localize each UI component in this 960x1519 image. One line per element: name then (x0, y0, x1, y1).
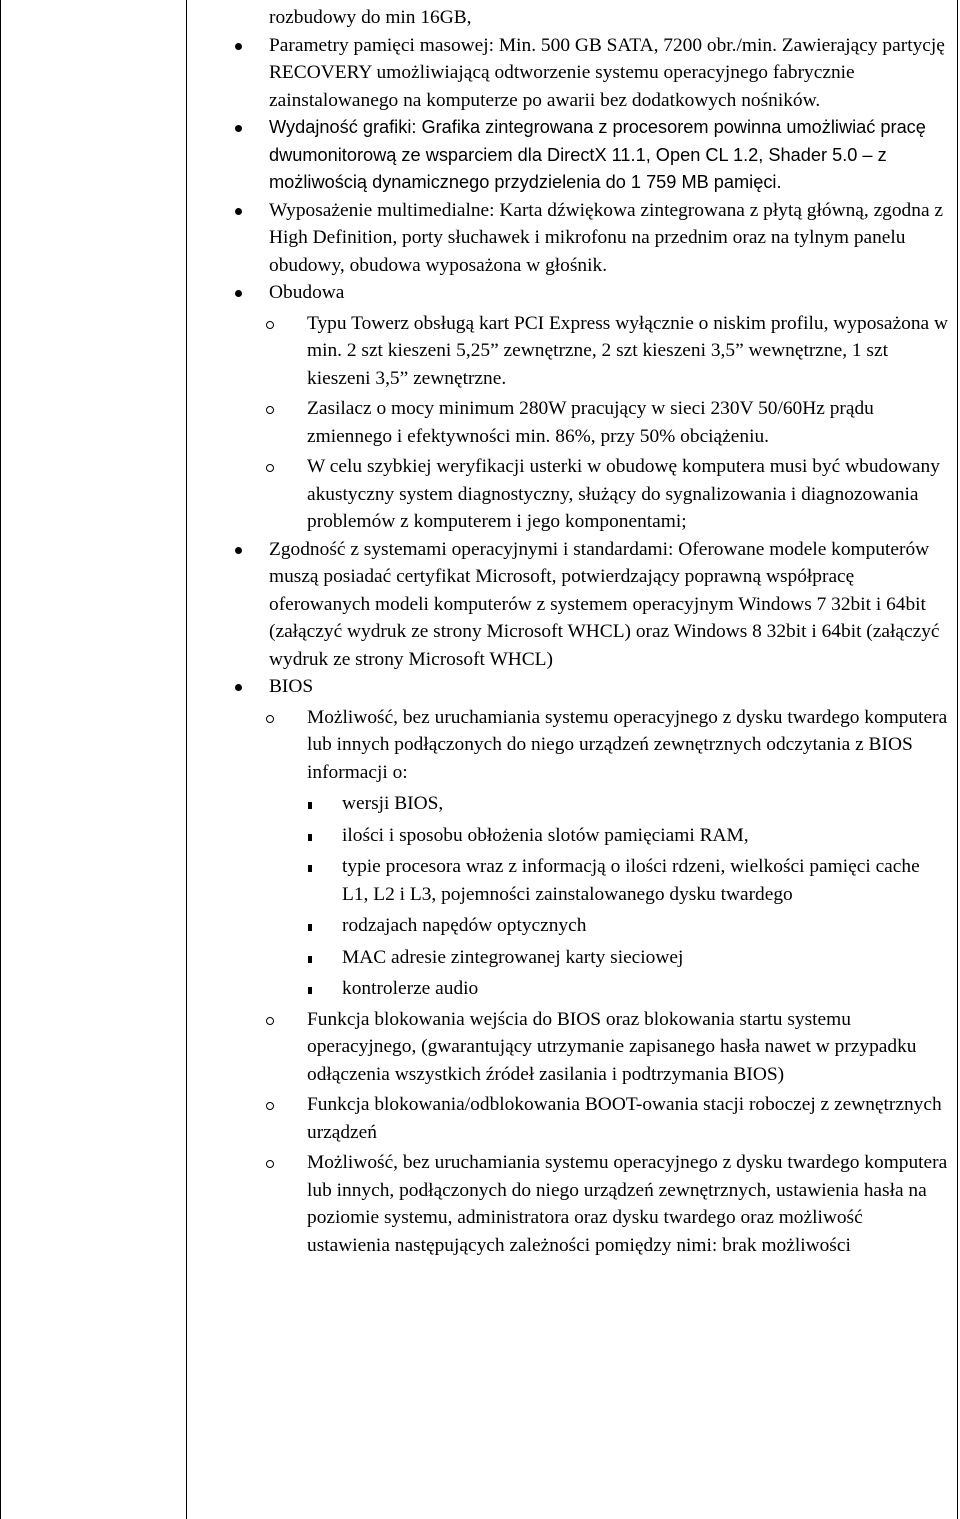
circle-bullet-icon (266, 1149, 274, 1177)
list-item-bios (196, 673, 948, 701)
list-item-text: BIOS (269, 676, 314, 697)
list-item-text: Parametry pamięci masowej: Min. 500 GB SATA, 7200 obr./min. Zawierający partycję RECOVERY umożliwiającą odtworzenie systemu operacyjnego fabrycznie zainstalowanego na komputerze po awarii bez dodatkowych nośników. (269, 34, 945, 111)
bullet-icon (234, 673, 242, 701)
bios-info-item (196, 790, 948, 818)
bullet-icon (234, 32, 242, 60)
sub-item-boot-lock (196, 1091, 948, 1146)
list-item-multimedia (196, 197, 948, 280)
bios-info-text: rodzajach napędów optycznych (342, 915, 587, 936)
bios-info-text: MAC adresie zintegrowanej karty sieciowej (342, 946, 684, 968)
table-border-right (957, 0, 958, 1519)
bios-info-item (196, 975, 948, 1003)
list-item-case (196, 279, 948, 307)
sub-item-diagnostics (196, 453, 948, 536)
circle-bullet-icon (266, 1006, 274, 1034)
sub-item-bios-lock (196, 1006, 948, 1089)
bullet-icon (234, 279, 242, 307)
square-bullet-icon (308, 853, 312, 881)
bullet-icon (234, 536, 242, 564)
list-item-text: Wyposażenie multimedialne: Karta dźwiękowa zintegrowana z płytą główną, zgodna z High Definition, porty słuchawek i mikrofonu na przednim oraz na tylnym panelu obudowy, obudowa wyposażona w głośnik. (269, 199, 944, 276)
sub-item-case-type (196, 310, 948, 393)
sub-item-text: Możliwość, bez uruchamiania systemu operacyjnego z dysku twardego komputera lub innych podłączonych do niego urządzeń zewnętrznych odczytania z BIOS informacji o: (307, 706, 948, 783)
sub-item-text: Typu Towerz obsługą kart PCI Express wyłącznie o niskim profilu, wyposażona w min. 2 szt kieszeni 5,25” zewnętrzne, 2 szt kieszeni 3,5” wewnętrzne, 1 szt kieszeni 3,5” zewnętrzne. (307, 312, 948, 389)
sub-item-text: Możliwość, bez uruchamiania systemu operacyjnego z dysku twardego komputera lub innych, podłączonych do niego urządzeń zewnętrznych, ustawienia hasła na poziomie systemu, administratora oraz dysku twardego oraz możliwość ustawienia następujących zależności pomiędzy nimi: brak możliwości (307, 1152, 948, 1256)
list-item-graphics (196, 114, 948, 197)
bios-info-text: ilości i sposobu obłożenia slotów pamięciami RAM, (342, 824, 749, 846)
sub-item-text: Funkcja blokowania wejścia do BIOS oraz blokowania startu systemu operacyjnego, (gwarantujący utrzymanie zapisanego hasła nawet w przypadku odłączenia wszystkich źródeł zasilania i podtrzymania BIOS) (307, 1008, 917, 1085)
sub-item-power-supply (196, 395, 948, 450)
bullet-icon (234, 197, 242, 225)
circle-bullet-icon (266, 704, 274, 732)
circle-bullet-icon (266, 395, 274, 423)
bios-info-item (196, 912, 948, 940)
bios-info-item (196, 822, 948, 850)
list-item-storage (196, 32, 948, 115)
square-bullet-icon (308, 822, 312, 850)
bullet-icon (234, 114, 242, 142)
sub-item-text: Funkcja blokowania/odblokowania BOOT-owania stacji roboczej z zewnętrznych urządzeń (307, 1094, 942, 1143)
square-bullet-icon (308, 912, 312, 940)
sub-item-bios-passwords (196, 1149, 948, 1259)
sub-item-text: Zasilacz o mocy minimum 280W pracujący w sieci 230V 50/60Hz prądu zmiennego i efektywności min. 86%, przy 50% obciążeniu. (307, 398, 874, 447)
lead-line: rozbudowy do min 16GB, (269, 7, 472, 28)
list-item-text: Obudowa (269, 282, 345, 303)
circle-bullet-icon (266, 1091, 274, 1119)
circle-bullet-icon (266, 453, 274, 481)
square-bullet-icon (308, 975, 312, 1003)
square-bullet-icon (308, 790, 312, 818)
bios-info-text: typie procesora wraz z informacją o ilości rdzeni, wielkości pamięci cache L1, L2 i L3, pojemności zainstalowanego dysku twardego (342, 856, 920, 905)
sub-item-text: W celu szybkiej weryfikacji usterki w obudowę komputera musi być wbudowany akustyczny system diagnostyczny, służący do sygnalizowania i diagnozowania problemów z komputerem i jego komponentami; (307, 456, 940, 532)
table-border-column-divider (186, 0, 187, 1519)
bios-info-text: wersji BIOS, (342, 793, 444, 814)
bios-info-text: kontrolerze audio (342, 978, 479, 999)
sub-item-bios-read (196, 704, 948, 787)
circle-bullet-icon (266, 310, 274, 338)
list-item-text: Wydajność grafiki: Grafika zintegrowana z procesorem powinna umożliwiać pracę dwumonitorową ze wsparciem dla DirectX 11.1, Open CL 1.2, Shader 5.0 – z możliwością dynamicznego przydzielenia do 1 759 MB pamięci. (269, 117, 926, 192)
square-bullet-icon (308, 944, 312, 972)
bios-info-item (196, 853, 948, 908)
table-border-left (0, 0, 1, 1519)
spec-cell (196, 4, 948, 1259)
list-item-compatibility (196, 536, 948, 674)
list-item-text: Zgodność z systemami operacyjnymi i standardami: Oferowane modele komputerów muszą posiadać certyfikat Microsoft, potwierdzający poprawną współpracę oferowanych modeli komputerów z systemem operacyjnym Windows 7 32bit i 64bit (załączyć wydruk ze strony Microsoft WHCL) oraz Windows 8 32bit i 64bit (załączyć wydruk ze strony Microsoft WHCL) (269, 538, 940, 670)
bios-info-item (196, 944, 948, 972)
